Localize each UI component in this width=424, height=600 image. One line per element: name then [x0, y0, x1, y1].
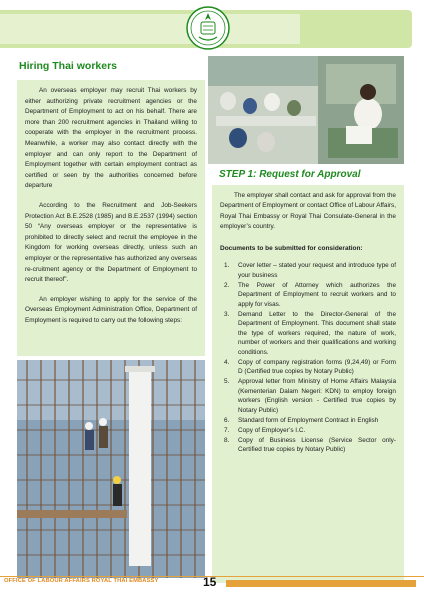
request-approval-box — [212, 185, 404, 583]
item-text: The Power of Attorney which authorizes the Department of Employment to recruit workers and to apply for visas. — [238, 281, 396, 308]
paragraph: An overseas employer may recruit Thai workers by either authorizing private recruitment agencies or the Department of Employment to act on his behalf. There are more than 200 recruitment agencies in Thailand willing to cooperate with the employer in the recruitment process. Meanwhile, a worker may also contact directly with the employer and can only report to the Department of Employment together with certain employment contract as certified or seen by the authorities concerned before departure — [25, 87, 197, 190]
header-bar-highlight — [0, 14, 300, 44]
list-item — [220, 416, 396, 426]
item-number: 8. — [224, 436, 230, 444]
list-item — [220, 377, 396, 415]
paragraph: According to the Recruitment and Job-Seekers Protection Act B.E.2528 (1985) and B.E.2537 (1994) section 50 “Any overseas employer or the representative is prohibited to directly select and recruit the employee in the Kingdom for working overseas directly, unless such an employer or the representative has authorized any overseas re-cruitment agency or the Department of Employment to recruit thereof”. — [25, 201, 197, 284]
item-number: 3. — [224, 310, 230, 318]
item-text: Copy of Employer’s I.C. — [238, 426, 306, 434]
step-intro: The employer shall contact and ask for approval from the Department of Employment or contact Office of Labour Affairs, Royal Thai Embassy or Royal Thai Consulate-General in the employer’s country. — [220, 192, 396, 230]
construction-photo — [17, 360, 205, 578]
item-text: Copy of company registration forms (9,24,49) or Form D (Certified true copies by Notary Public) — [238, 358, 396, 376]
list-item — [220, 436, 396, 455]
item-number: 7. — [224, 426, 230, 434]
item-number: 1. — [224, 262, 230, 270]
list-item — [220, 358, 396, 377]
documents-heading: Documents to be submitted for consideration: — [220, 245, 363, 253]
header-band — [0, 0, 424, 58]
item-text: Standard form of Employment Contract in English — [238, 416, 379, 424]
item-text: Copy of Business License (Service Sector only- Certified true copies by Notary Public) — [238, 436, 396, 454]
footer-bar — [226, 580, 416, 587]
item-text: Approval letter from Ministry of Home Affairs Malaysia (Kementerian Dalam Negeri: KDN) to employ foreign workers (English version - Certified true copies by Notary Public) — [238, 378, 396, 414]
documents-list — [220, 261, 396, 455]
item-number: 2. — [224, 281, 230, 289]
section-title: Hiring Thai workers — [19, 60, 118, 72]
paragraph: An employer wishing to apply for the service of the Overseas Employment Administration Office, Department of Employment is required to carry out the following steps: — [25, 295, 197, 324]
footer-office-name: OFFICE OF LABOUR AFFAIRS ROYAL THAI EMBASSY — [4, 578, 159, 584]
page-number: 15 — [203, 575, 217, 589]
list-item — [220, 261, 396, 280]
item-number: 4. — [224, 358, 230, 366]
hiring-text-box — [17, 80, 205, 356]
item-text: Cover letter – stated your request and introduce type of your business — [238, 262, 396, 279]
list-item — [220, 310, 396, 358]
item-number: 6. — [224, 416, 230, 424]
item-text: Demand Letter to the Director-General of the Department of Employment. This document shall state the type of workers required, the nature of work, number of workers and their qualifications and working conditions. — [238, 310, 396, 356]
workers-photo — [208, 56, 404, 164]
step-title: STEP 1: Request for Approval — [219, 169, 361, 180]
royal-emblem-icon — [186, 4, 230, 52]
list-item — [220, 281, 396, 310]
item-number: 5. — [224, 378, 230, 386]
list-item — [220, 426, 396, 436]
